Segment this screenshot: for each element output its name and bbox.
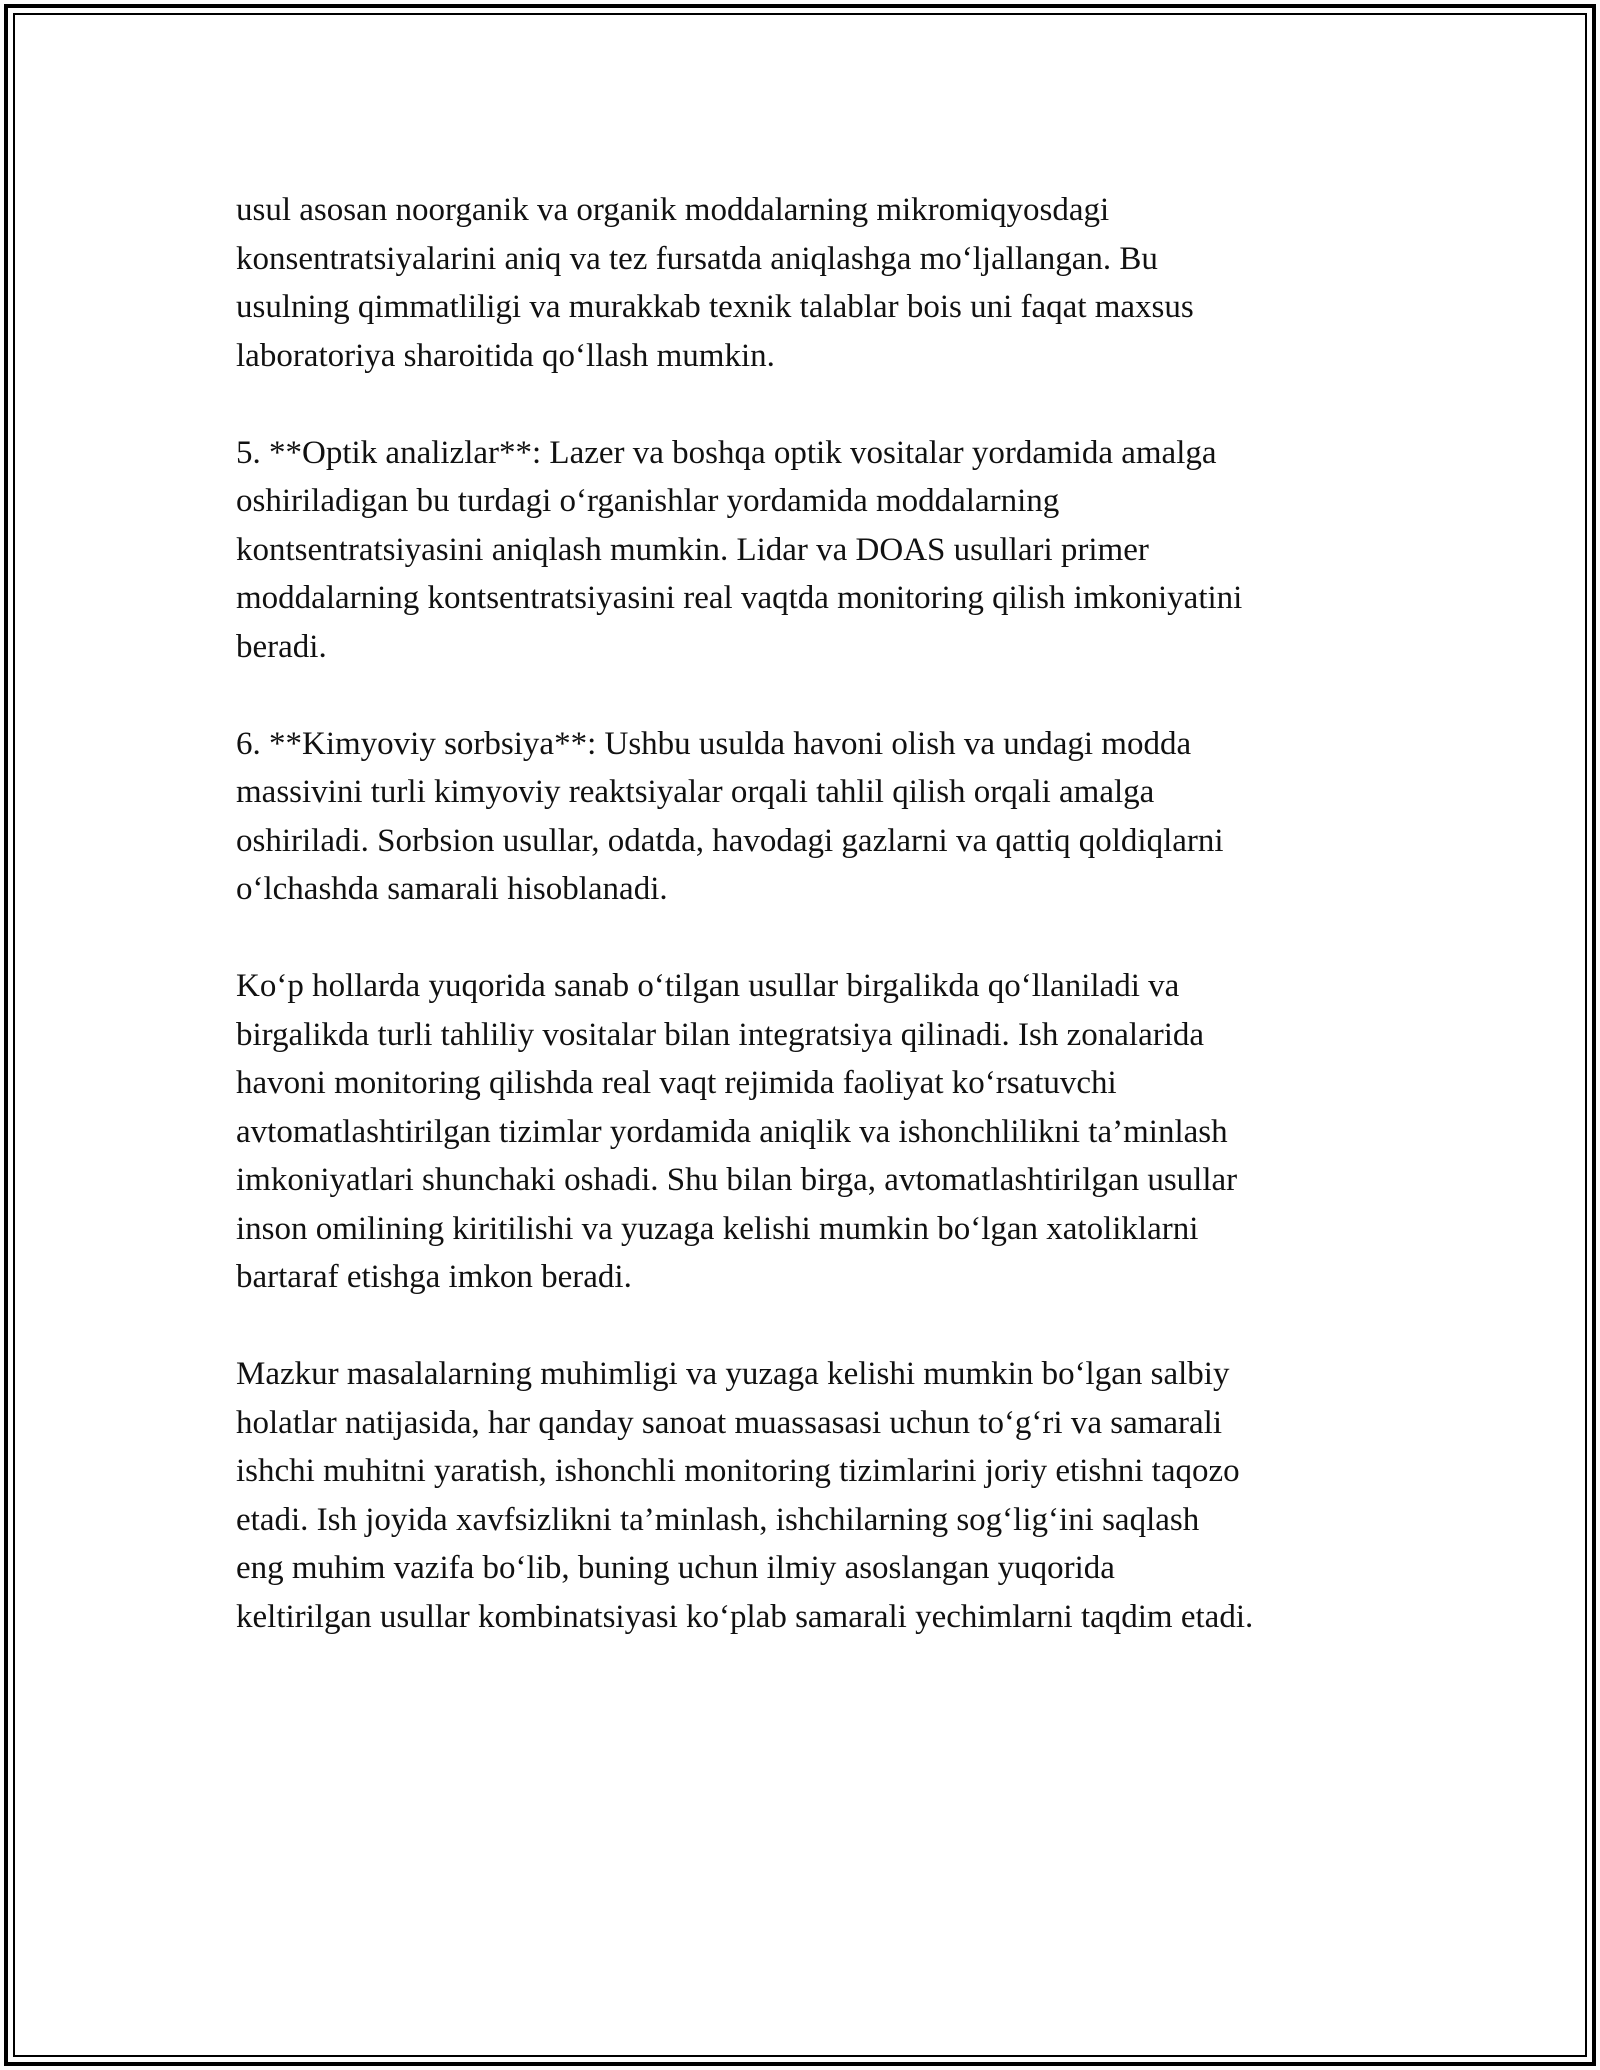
paragraph-combined-methods: Ko‘p hollarda yuqorida sanab o‘tilgan usullar birgalikda qo‘llaniladi va birgalikda turli tahliliy vositalar bilan integratsiya qilinadi. Ish zonalarida havoni monitoring qilishda real vaqt rejimida faoliyat ko‘rsatuvchi avtomatlashtirilgan tizimlar yordamida aniqlik va ishonchlilikni ta’minlash imkoniyatlari shunchaki oshadi. Shu bilan birga, avtomatlashtirilgan usullar inson omilining kiritilishi va yuzaga kelishi mumkin bo‘lgan xatoliklarni bartaraf etishga imkon beradi.	[236, 968, 1238, 1295]
paragraph-conclusion: Mazkur masalalarning muhimligi va yuzaga kelishi mumkin bo‘lgan salbiy holatlar natijasida, har qanday sanoat muassasasi uchun to‘g‘ri va samarali ishchi muhitni yaratish, ishonchli monitoring tizimlarini joriy etishni taqozo etadi. Ish joyida xavfsizlikni ta’minlash, ishchilarning sog‘lig‘ini saqlash eng muhim vazifa bo‘lib, buning uchun ilmiy asoslangan yuqorida keltirilgan usullar kombinatsiyasi ko‘plab samarali yechimlarni taqdim etadi.	[236, 1356, 1254, 1635]
paragraph-chemical-sorption: 6. **Kimyoviy sorbsiya**: Ushbu usulda havoni olish va undagi modda massivini turli kimyoviy reaktsiyalar orqali tahlil qilish orqali amalga oshiriladi. Sorbsion usullar, odatda, havodagi gazlarni va qattiq qoldiqlarni o‘lchashda samarali hisoblanadi.	[236, 725, 1224, 907]
document-body	[236, 186, 1416, 1690]
paragraph-intro-continuation: usul asosan noorganik va organik moddalarning mikromiqyosdagi konsentratsiyalarini aniq va tez fursatda aniqlashga mo‘ljallangan. Bu usulning qimmatliligi va murakkab texnik talablar bois uni faqat maxsus laboratoriya sharoitida qo‘llash mumkin.	[236, 192, 1194, 374]
paragraph-optical-analysis: 5. **Optik analizlar**: Lazer va boshqa optik vositalar yordamida amalga oshiriladigan bu turdagi o‘rganishlar yordamida moddalarning kontsentratsiyasini aniqlash mumkin. Lidar va DOAS usullari primer moddalarning kontsentratsiyasini real vaqtda monitoring qilish imkoniyatini beradi.	[236, 434, 1243, 665]
